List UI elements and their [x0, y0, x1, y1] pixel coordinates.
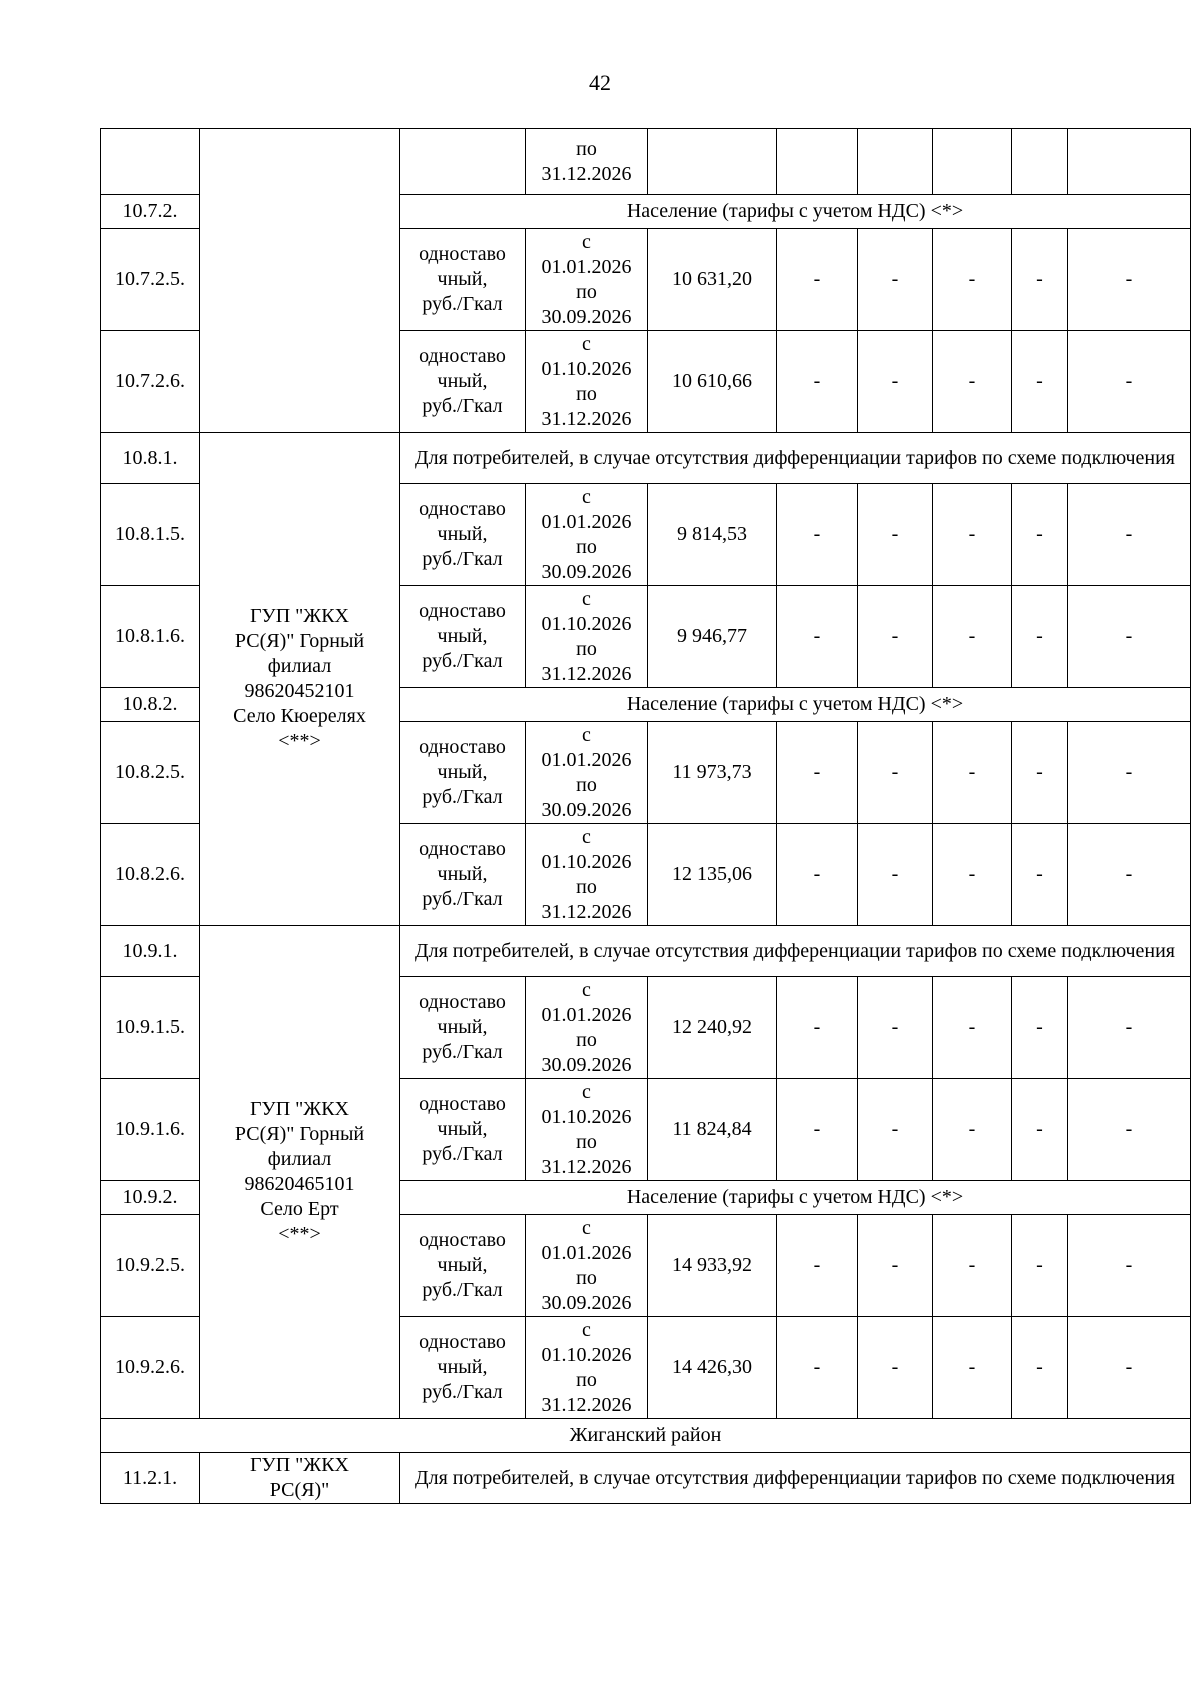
type-cell: одноставо чный, руб./Гкал: [400, 722, 526, 824]
dash-cell: -: [777, 824, 858, 926]
dash-cell: -: [1068, 977, 1191, 1079]
code-cell: 10.7.2.6.: [101, 331, 200, 433]
dash-cell: -: [777, 1079, 858, 1181]
code-cell: 10.8.2.6.: [101, 824, 200, 926]
dash-cell: -: [858, 1215, 933, 1317]
dash-cell: -: [777, 977, 858, 1079]
dash-cell: -: [933, 977, 1012, 1079]
value-cell: 10 610,66: [648, 331, 777, 433]
organization-cell: ГУП "ЖКХ РС(Я)": [200, 1453, 400, 1504]
district-row: [101, 1419, 1191, 1453]
section-row: [101, 433, 1191, 484]
period-cell: с 01.10.2026 по 31.12.2026: [526, 1079, 648, 1181]
dash-cell: -: [858, 1079, 933, 1181]
code-cell: 10.8.1.6.: [101, 586, 200, 688]
period-cell: с 01.01.2026 по 30.09.2026: [526, 977, 648, 1079]
section-header: Для потребителей, в случае отсутствия дифференциации тарифов по схеме подключения: [400, 926, 1191, 977]
code-cell: 10.9.2.6.: [101, 1317, 200, 1419]
period-cell: с 01.01.2026 по 30.09.2026: [526, 484, 648, 586]
dash-cell: -: [1012, 977, 1068, 1079]
type-cell: одноставо чный, руб./Гкал: [400, 824, 526, 926]
section-row: [101, 926, 1191, 977]
dash-cell: -: [1012, 1079, 1068, 1181]
empty-cell: [933, 129, 1012, 195]
dash-cell: -: [858, 331, 933, 433]
page-number: 42: [589, 70, 611, 95]
dash-cell: -: [933, 586, 1012, 688]
period-cell: с 01.01.2026 по 30.09.2026: [526, 1215, 648, 1317]
dash-cell: -: [1012, 229, 1068, 331]
dash-cell: -: [1068, 229, 1191, 331]
dash-cell: -: [1012, 586, 1068, 688]
section-header: Население (тарифы с учетом НДС) <*>: [400, 195, 1191, 229]
type-cell: одноставо чный, руб./Гкал: [400, 1317, 526, 1419]
value-cell: 14 426,30: [648, 1317, 777, 1419]
type-cell: одноставо чный, руб./Гкал: [400, 484, 526, 586]
dash-cell: -: [777, 229, 858, 331]
organization-cell: ГУП "ЖКХ РС(Я)" Горный филиал 98620465101 Село Ерт <**>: [200, 926, 400, 1419]
dash-cell: -: [1068, 484, 1191, 586]
value-cell: 9 946,77: [648, 586, 777, 688]
dash-cell: -: [858, 586, 933, 688]
code-cell: 10.8.1.: [101, 433, 200, 484]
dash-cell: -: [933, 229, 1012, 331]
code-cell: [101, 129, 200, 195]
dash-cell: -: [858, 824, 933, 926]
section-header: Население (тарифы с учетом НДС) <*>: [400, 1181, 1191, 1215]
dash-cell: -: [1068, 1317, 1191, 1419]
code-cell: 10.8.2.: [101, 688, 200, 722]
type-cell: [400, 129, 526, 195]
dash-cell: -: [1012, 1215, 1068, 1317]
dash-cell: -: [1068, 1215, 1191, 1317]
empty-cell: [1068, 129, 1191, 195]
type-cell: одноставо чный, руб./Гкал: [400, 977, 526, 1079]
section-header: Для потребителей, в случае отсутствия дифференциации тарифов по схеме подключения: [400, 433, 1191, 484]
value-cell: 12 240,92: [648, 977, 777, 1079]
period-cell: с 01.10.2026 по 31.12.2026: [526, 586, 648, 688]
type-cell: одноставо чный, руб./Гкал: [400, 1079, 526, 1181]
dash-cell: -: [777, 1317, 858, 1419]
dash-cell: -: [1012, 722, 1068, 824]
code-cell: 11.2.1.: [101, 1453, 200, 1504]
dash-cell: -: [858, 1317, 933, 1419]
dash-cell: -: [1012, 331, 1068, 433]
value-cell: 11 824,84: [648, 1079, 777, 1181]
section-row: [101, 1453, 1191, 1504]
period-cell: с 01.01.2026 по 30.09.2026: [526, 229, 648, 331]
dash-cell: -: [1012, 1317, 1068, 1419]
dash-cell: -: [1068, 1079, 1191, 1181]
dash-cell: -: [1012, 824, 1068, 926]
dash-cell: -: [858, 722, 933, 824]
type-cell: одноставо чный, руб./Гкал: [400, 1215, 526, 1317]
period-cell: с 01.10.2026 по 31.12.2026: [526, 1317, 648, 1419]
table-row: [101, 129, 1191, 195]
code-cell: 10.9.2.5.: [101, 1215, 200, 1317]
dash-cell: -: [933, 1079, 1012, 1181]
empty-cell: [777, 129, 858, 195]
period-cell: по 31.12.2026: [526, 129, 648, 195]
district-header: Жиганский район: [101, 1419, 1191, 1453]
code-cell: 10.7.2.: [101, 195, 200, 229]
value-cell: 9 814,53: [648, 484, 777, 586]
period-cell: с 01.01.2026 по 30.09.2026: [526, 722, 648, 824]
dash-cell: -: [933, 722, 1012, 824]
organization-cell: ГУП "ЖКХ РС(Я)" Горный филиал 98620452101 Село Кюерелях <**>: [200, 433, 400, 926]
section-header: Население (тарифы с учетом НДС) <*>: [400, 688, 1191, 722]
dash-cell: -: [777, 331, 858, 433]
dash-cell: -: [933, 484, 1012, 586]
dash-cell: -: [1068, 824, 1191, 926]
code-cell: 10.9.1.6.: [101, 1079, 200, 1181]
period-cell: с 01.10.2026 по 31.12.2026: [526, 331, 648, 433]
dash-cell: -: [777, 586, 858, 688]
code-cell: 10.9.1.5.: [101, 977, 200, 1079]
dash-cell: -: [933, 1317, 1012, 1419]
code-cell: 10.8.1.5.: [101, 484, 200, 586]
code-cell: 10.9.2.: [101, 1181, 200, 1215]
dash-cell: -: [933, 824, 1012, 926]
value-cell: 10 631,20: [648, 229, 777, 331]
dash-cell: -: [933, 1215, 1012, 1317]
dash-cell: -: [858, 484, 933, 586]
dash-cell: -: [1068, 722, 1191, 824]
value-cell: 12 135,06: [648, 824, 777, 926]
dash-cell: -: [1068, 586, 1191, 688]
type-cell: одноставо чный, руб./Гкал: [400, 586, 526, 688]
code-cell: 10.8.2.5.: [101, 722, 200, 824]
empty-cell: [858, 129, 933, 195]
code-cell: 10.7.2.5.: [101, 229, 200, 331]
value-cell: 11 973,73: [648, 722, 777, 824]
code-cell: 10.9.1.: [101, 926, 200, 977]
type-cell: одноставо чный, руб./Гкал: [400, 229, 526, 331]
dash-cell: -: [933, 331, 1012, 433]
dash-cell: -: [1068, 331, 1191, 433]
empty-cell: [1012, 129, 1068, 195]
tariff-table: [100, 128, 1191, 1504]
section-header: Для потребителей, в случае отсутствия дифференциации тарифов по схеме подключения: [400, 1453, 1191, 1504]
dash-cell: -: [777, 484, 858, 586]
value-cell: [648, 129, 777, 195]
dash-cell: -: [858, 229, 933, 331]
dash-cell: -: [777, 1215, 858, 1317]
period-cell: с 01.10.2026 по 31.12.2026: [526, 824, 648, 926]
value-cell: 14 933,92: [648, 1215, 777, 1317]
dash-cell: -: [777, 722, 858, 824]
dash-cell: -: [858, 977, 933, 1079]
dash-cell: -: [1012, 484, 1068, 586]
type-cell: одноставо чный, руб./Гкал: [400, 331, 526, 433]
organization-cell: [200, 129, 400, 433]
